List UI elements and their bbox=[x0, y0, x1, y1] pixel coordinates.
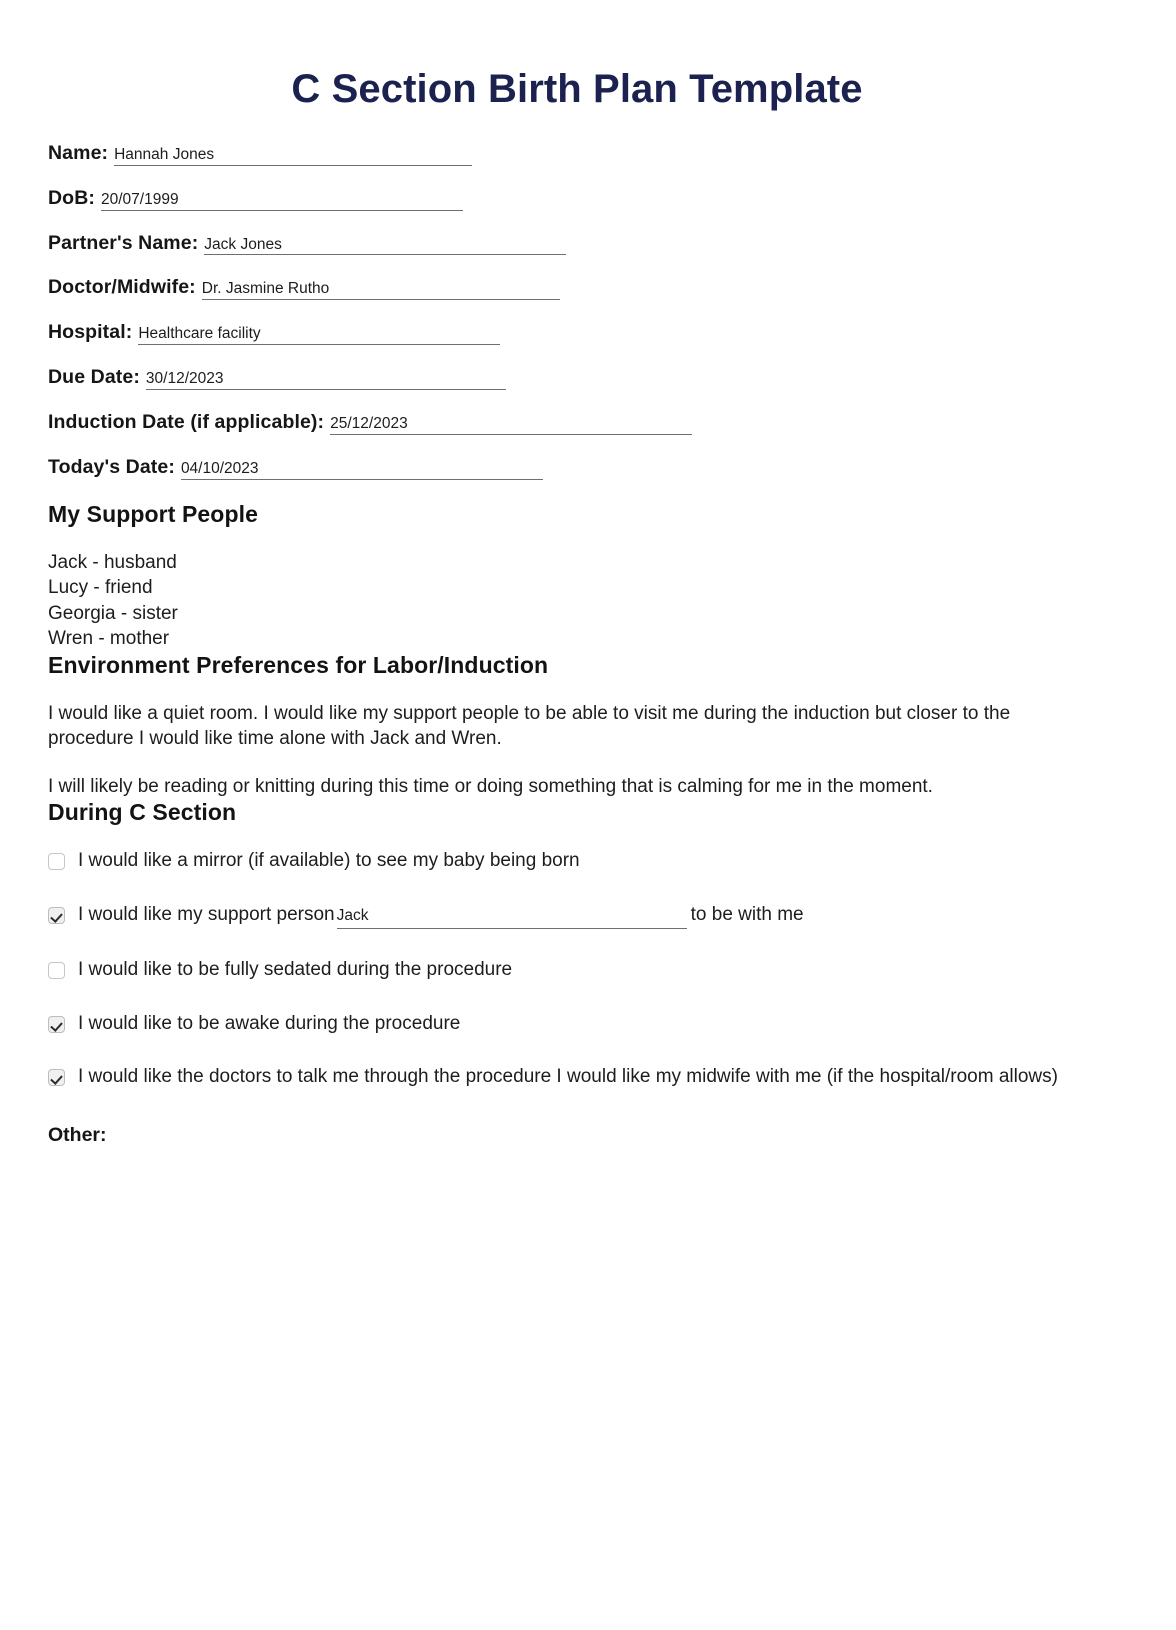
environment-paragraph-1: I would like a quiet room. I would like my support people to be able to visit me during the induction but closer to the procedure I would like time alone with Jack and Wren. bbox=[48, 702, 1011, 749]
induction-date-label: Induction Date (if applicable): bbox=[48, 410, 325, 433]
checkbox-label-after: to be with me bbox=[690, 903, 804, 925]
checkbox-row-mirror[interactable] bbox=[48, 848, 1080, 874]
checkbox-row-doctors-talk-through[interactable] bbox=[48, 1064, 1080, 1090]
checkbox-checked-icon[interactable] bbox=[48, 1016, 65, 1033]
form-row-name bbox=[48, 142, 1106, 166]
form-row-todays-date bbox=[48, 456, 1106, 480]
list-item: Jack - husband bbox=[48, 551, 177, 573]
checkbox-label: I would like the doctors to talk me through the procedure I would like my midwife with me (if the hospital/room allows) bbox=[78, 1066, 1058, 1087]
form-row-dob bbox=[48, 187, 1106, 211]
hospital-label: Hospital: bbox=[48, 321, 133, 344]
dob-value: 20/07/1999 bbox=[100, 190, 179, 208]
dob-label: DoB: bbox=[48, 186, 95, 209]
todays-date-value: 04/10/2023 bbox=[180, 459, 259, 477]
doctor-midwife-value: Dr. Jasmine Rutho bbox=[201, 280, 330, 298]
induction-date-value: 25/12/2023 bbox=[330, 414, 408, 432]
todays-date-label: Today's Date: bbox=[48, 455, 175, 478]
name-value: Hannah Jones bbox=[114, 146, 215, 163]
checkbox-checked-icon[interactable] bbox=[48, 907, 65, 924]
induction-date-field[interactable] bbox=[330, 415, 692, 435]
form-row-doctor-midwife bbox=[48, 276, 1106, 300]
environment-paragraph-2: I will likely be reading or knitting during this time or doing something that is calming for me in the moment. bbox=[48, 775, 933, 797]
due-date-value: 30/12/2023 bbox=[145, 370, 224, 388]
partner-name-field[interactable] bbox=[204, 236, 566, 256]
due-date-label: Due Date: bbox=[48, 366, 140, 389]
checkbox-label bbox=[78, 902, 804, 930]
checkbox-checked-icon[interactable] bbox=[48, 1069, 65, 1086]
during-c-section-heading: During C Section bbox=[48, 799, 237, 825]
support-people-list bbox=[48, 550, 1106, 652]
page-title: C Section Birth Plan Template bbox=[291, 67, 863, 111]
doctor-midwife-label: Doctor/Midwife: bbox=[48, 276, 196, 299]
environment-preferences-heading: Environment Preferences for Labor/Induction bbox=[48, 651, 549, 678]
list-item: Lucy - friend bbox=[48, 577, 153, 598]
list-item: Wren - mother bbox=[48, 628, 170, 649]
form-row-partner-name bbox=[48, 232, 1106, 256]
support-person-blank-value: Jack bbox=[336, 906, 369, 924]
form-row-due-date bbox=[48, 366, 1106, 390]
checkbox-row-support-person[interactable] bbox=[48, 902, 1080, 930]
support-person-blank-field[interactable] bbox=[337, 902, 687, 930]
form-row-hospital bbox=[48, 321, 1106, 345]
name-field[interactable] bbox=[114, 146, 472, 166]
due-date-field[interactable] bbox=[146, 370, 506, 390]
doctor-midwife-field[interactable] bbox=[202, 280, 560, 300]
dob-field[interactable] bbox=[101, 191, 463, 211]
checkbox-unchecked-icon[interactable] bbox=[48, 962, 65, 979]
checkbox-label: I would like to be fully sedated during the procedure bbox=[78, 959, 513, 980]
checkbox-row-fully-sedated[interactable] bbox=[48, 957, 1080, 983]
checkbox-label-before: I would like my support person bbox=[78, 903, 335, 925]
checkbox-label: I would like a mirror (if available) to see my baby being born bbox=[78, 850, 580, 871]
other-label: Other: bbox=[48, 1123, 107, 1146]
partner-name-value: Jack Jones bbox=[204, 235, 282, 253]
during-c-section-checkbox-list bbox=[48, 848, 1106, 1090]
list-item: Georgia - sister bbox=[48, 602, 178, 624]
hospital-value: Healthcare facility bbox=[138, 325, 261, 343]
hospital-field[interactable] bbox=[138, 325, 500, 345]
checkbox-label: I would like to be awake during the procedure bbox=[78, 1012, 461, 1034]
checkbox-row-awake[interactable] bbox=[48, 1011, 1080, 1037]
name-label: Name: bbox=[48, 142, 109, 164]
partner-name-label: Partner's Name: bbox=[48, 231, 199, 254]
support-people-heading: My Support People bbox=[48, 500, 258, 527]
patient-details-form bbox=[48, 142, 1106, 480]
form-row-induction-date bbox=[48, 411, 1106, 435]
todays-date-field[interactable] bbox=[181, 460, 543, 480]
checkbox-unchecked-icon[interactable] bbox=[48, 853, 65, 870]
